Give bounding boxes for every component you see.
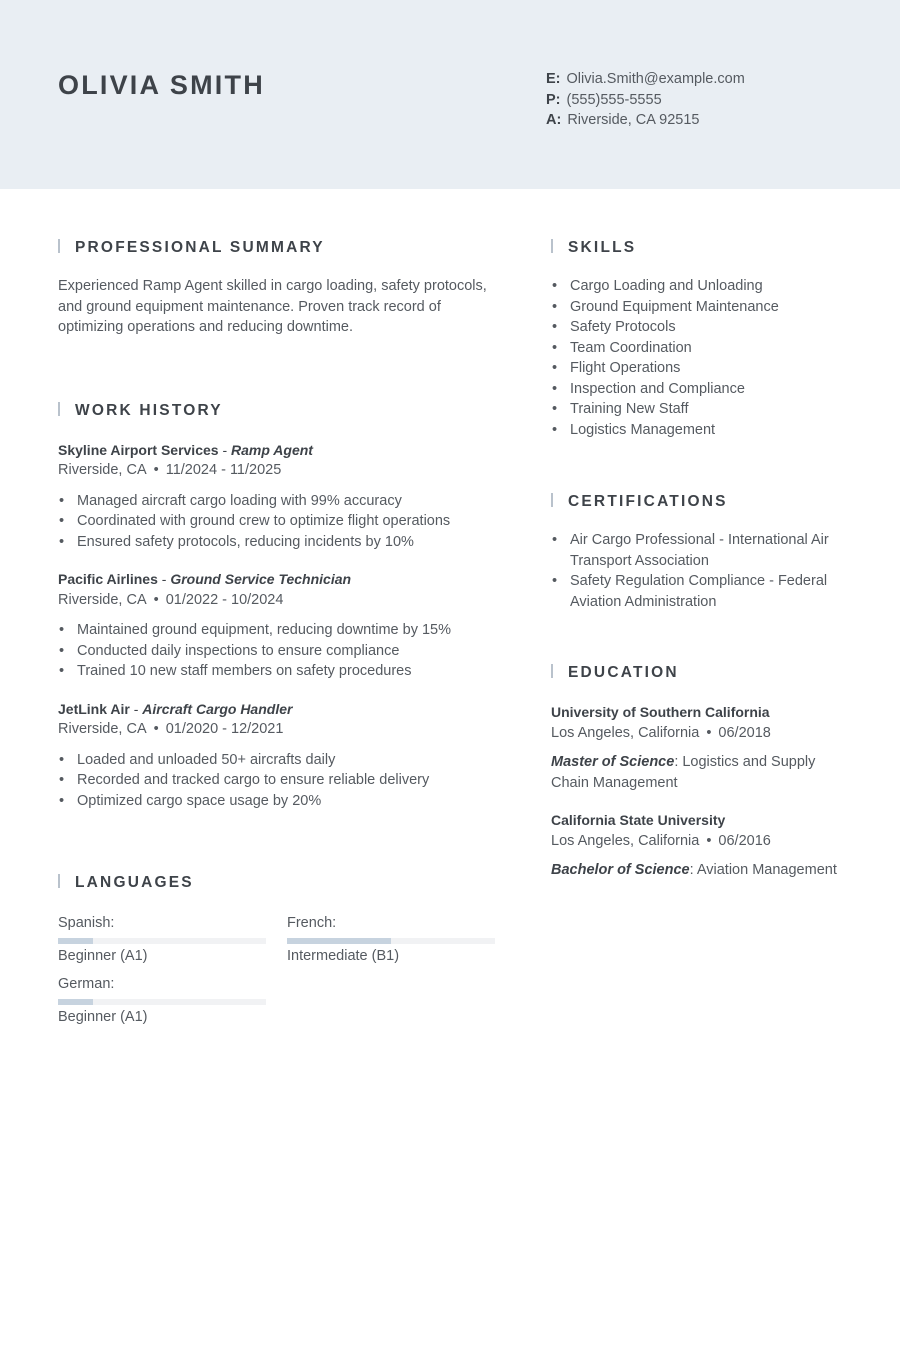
language-name: French: xyxy=(287,915,337,931)
candidate-name: OLIVIA SMITH xyxy=(58,70,265,100)
job-location: Riverside, CA xyxy=(58,591,147,608)
education-entry xyxy=(551,702,851,793)
list-item: • Team Coordination xyxy=(551,338,851,359)
job-dates: 11/2024 - 11/2025 xyxy=(165,462,282,478)
list-item: • Optimized cargo space usage by 20% xyxy=(58,791,498,812)
skills-section xyxy=(551,238,851,440)
job-entry xyxy=(58,440,498,553)
job-company: Pacific Airlines xyxy=(58,571,158,587)
job-meta xyxy=(58,719,498,740)
contact-address-label: A: xyxy=(546,112,562,128)
list-item: • Flight Operations xyxy=(551,358,851,379)
education-location: Los Angeles, California xyxy=(551,724,700,741)
degree-name: Bachelor of Science xyxy=(551,862,690,878)
bullet-separator: • xyxy=(153,721,159,737)
job-entry xyxy=(58,569,498,682)
education-date: 06/2016 xyxy=(718,832,771,849)
list-item: • Trained 10 new staff members on safety procedures xyxy=(58,661,498,682)
list-item: • Logistics Management xyxy=(551,420,851,441)
contact-phone xyxy=(546,90,745,111)
section-marker-icon xyxy=(58,874,60,888)
education-school: California State University xyxy=(551,812,726,828)
skills-list xyxy=(551,276,851,440)
language-item xyxy=(287,913,495,966)
section-marker-icon xyxy=(58,239,60,253)
degree-field: : Aviation Management xyxy=(689,862,837,878)
job-separator: - xyxy=(157,571,171,587)
education-meta xyxy=(551,831,851,852)
degree-name: Master of Science xyxy=(551,754,675,770)
education-degree xyxy=(551,752,851,793)
education-location: Los Angeles, California xyxy=(551,832,700,849)
job-bullets xyxy=(58,491,498,553)
job-company: Skyline Airport Services xyxy=(58,441,219,458)
job-separator: - xyxy=(129,700,143,717)
degree-field: : Logistics and Supply Chain Management xyxy=(551,754,816,791)
job-heading xyxy=(58,569,498,590)
list-item: • Training New Staff xyxy=(551,399,851,420)
list-item: • Managed aircraft cargo loading with 99% accuracy xyxy=(58,491,498,512)
certifications-section xyxy=(551,492,851,612)
job-dates: 01/2022 - 10/2024 xyxy=(165,591,284,608)
education-section xyxy=(551,663,851,881)
language-name: German: xyxy=(58,976,115,992)
job-role: Ground Service Technician xyxy=(170,571,352,587)
job-bullets xyxy=(58,750,498,812)
education-date: 06/2018 xyxy=(718,724,771,741)
contact-phone-label: P: xyxy=(546,91,561,108)
job-role: Aircraft Cargo Handler xyxy=(142,700,293,717)
language-level: Beginner (A1) xyxy=(58,947,148,964)
list-item: • Coordinated with ground crew to optimize flight operations xyxy=(58,511,498,532)
certifications-list xyxy=(551,530,851,612)
education-school: University of Southern California xyxy=(551,704,770,720)
section-marker-icon xyxy=(551,239,553,253)
header-band xyxy=(0,0,900,189)
list-item: • Inspection and Compliance xyxy=(551,379,851,400)
job-heading xyxy=(58,699,498,720)
language-proficiency-bar xyxy=(58,938,266,944)
professional-summary-section xyxy=(58,238,498,338)
contact-address xyxy=(546,110,745,131)
language-level: Beginner (A1) xyxy=(58,1008,148,1025)
list-item: • Conducted daily inspections to ensure compliance xyxy=(58,641,498,662)
language-name: Spanish: xyxy=(58,915,115,931)
languages-section xyxy=(58,873,498,1043)
list-item: • Recorded and tracked cargo to ensure reliable delivery xyxy=(58,770,498,791)
language-proficiency-fill xyxy=(287,938,391,944)
work-history-section xyxy=(58,401,498,812)
language-proficiency-bar xyxy=(287,938,495,944)
list-item: • Ground Equipment Maintenance xyxy=(551,297,851,318)
list-item: • Safety Protocols xyxy=(551,317,851,338)
education-entry xyxy=(551,810,851,881)
contact-email xyxy=(546,69,745,90)
list-item: • Maintained ground equipment, reducing downtime by 15% xyxy=(58,620,498,641)
section-marker-icon xyxy=(551,493,553,507)
language-proficiency-bar xyxy=(58,999,266,1005)
job-dates: 01/2020 - 12/2021 xyxy=(165,721,284,737)
language-item xyxy=(58,913,266,966)
list-item: • Ensured safety protocols, reducing incidents by 10% xyxy=(58,532,498,553)
language-proficiency-fill xyxy=(58,999,93,1005)
section-marker-icon xyxy=(58,402,60,416)
section-title: SKILLS xyxy=(551,238,851,258)
language-item xyxy=(58,974,266,1027)
section-marker-icon xyxy=(551,664,553,678)
left-column xyxy=(58,238,498,1043)
job-role: Ramp Agent xyxy=(231,441,313,458)
job-company: JetLink Air xyxy=(58,700,130,717)
summary-text: Experienced Ramp Agent skilled in cargo loading, safety protocols, and ground equipment maintenance. Proven track record of optimizing operations and reducing downtime. xyxy=(58,278,487,335)
language-list xyxy=(58,913,498,1043)
section-title: LANGUAGES xyxy=(58,873,498,893)
bullet-separator: • xyxy=(153,462,159,478)
job-entry xyxy=(58,699,498,812)
job-location: Riverside, CA xyxy=(58,462,147,478)
section-title: CERTIFICATIONS xyxy=(551,492,851,512)
education-meta xyxy=(551,723,851,744)
contact-email-value[interactable]: Olivia.Smith@example.com xyxy=(566,71,745,87)
job-heading xyxy=(58,440,498,461)
job-meta xyxy=(58,460,498,481)
list-item: • Air Cargo Professional - International Air Transport Association xyxy=(551,530,851,571)
language-level: Intermediate (B1) xyxy=(287,947,400,964)
job-location: Riverside, CA xyxy=(58,721,147,737)
contact-info xyxy=(546,69,745,131)
job-meta xyxy=(58,590,498,611)
job-bullets xyxy=(58,620,498,682)
list-item: • Loaded and unloaded 50+ aircrafts daily xyxy=(58,750,498,771)
bullet-separator: • xyxy=(706,724,712,741)
list-item: • Safety Regulation Compliance - Federal Aviation Administration xyxy=(551,571,851,612)
section-title: EDUCATION xyxy=(551,663,851,683)
job-separator: - xyxy=(218,441,232,458)
contact-email-label: E: xyxy=(546,71,561,87)
contact-phone-value[interactable]: (555)555-5555 xyxy=(566,91,662,108)
education-degree xyxy=(551,860,851,881)
language-proficiency-fill xyxy=(58,938,93,944)
list-item: • Cargo Loading and Unloading xyxy=(551,276,851,297)
contact-address-value: Riverside, CA 92515 xyxy=(567,112,700,128)
right-column xyxy=(551,238,851,881)
bullet-separator: • xyxy=(706,832,712,849)
section-title: WORK HISTORY xyxy=(58,401,498,421)
section-title: PROFESSIONAL SUMMARY xyxy=(58,238,498,258)
bullet-separator: • xyxy=(153,591,159,608)
